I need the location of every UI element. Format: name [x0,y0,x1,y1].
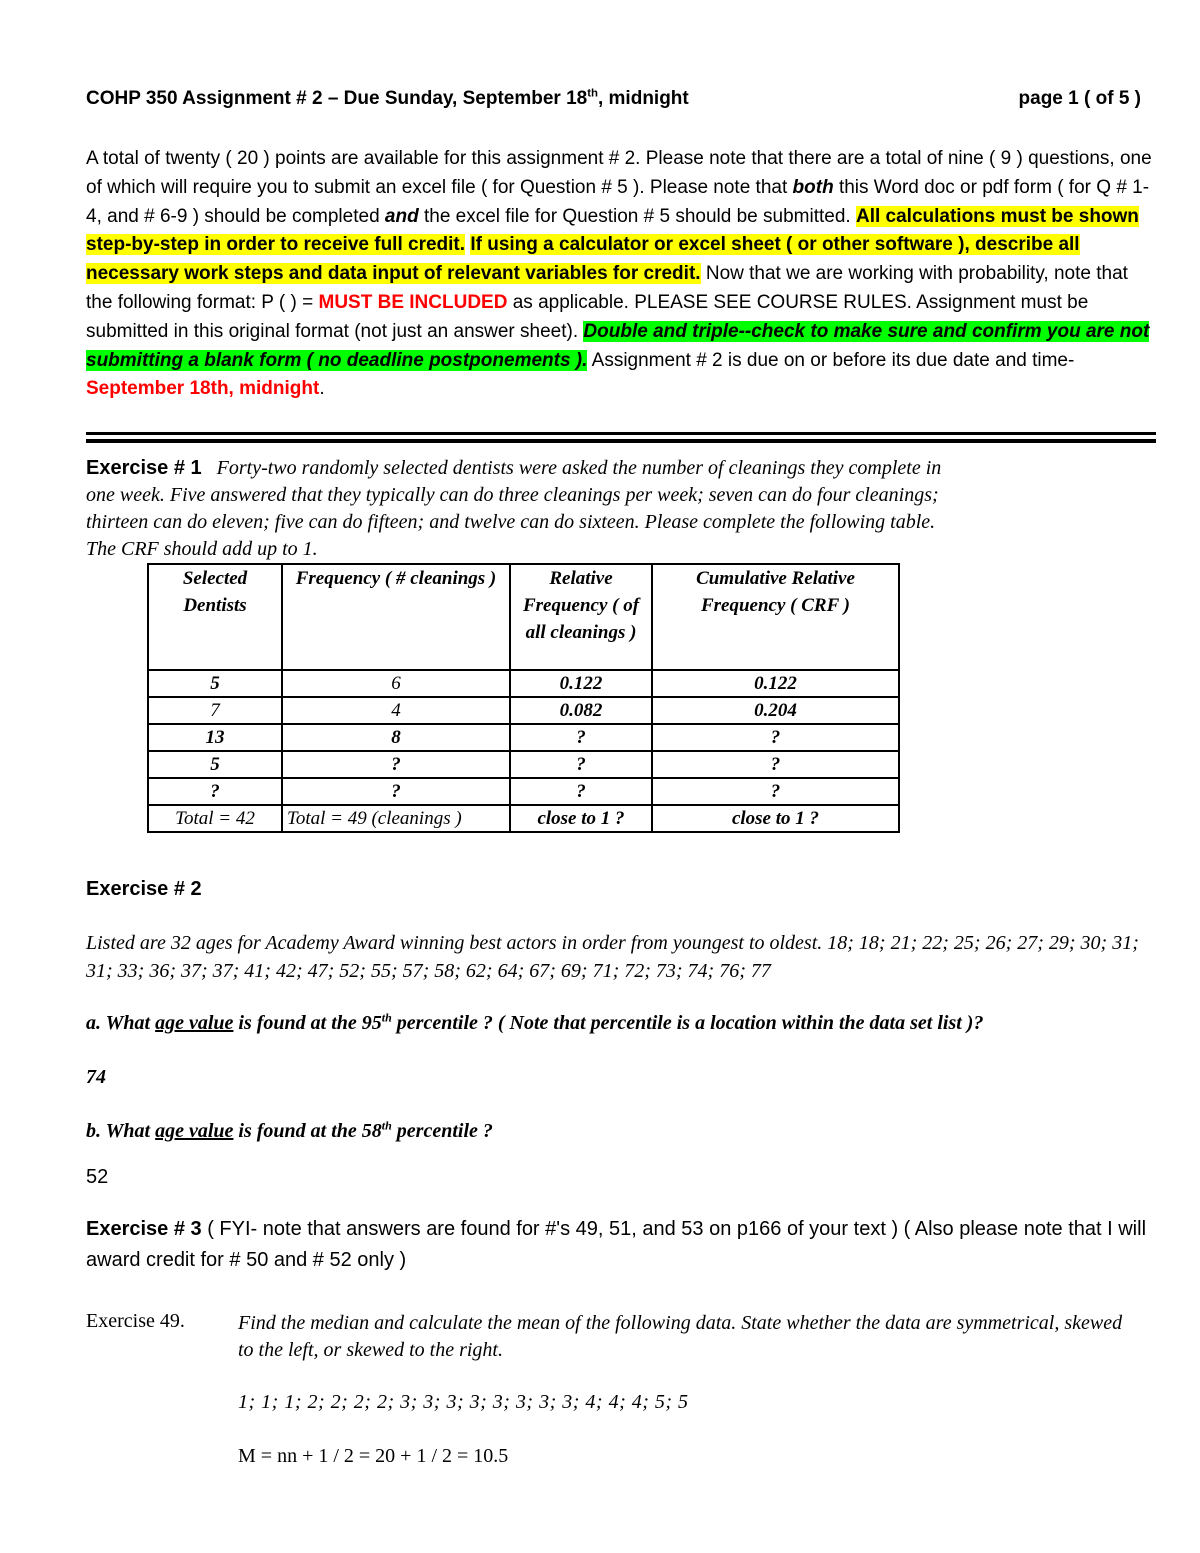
exercise-1 [86,455,956,563]
table-header: Cumulative Relative Frequency ( CRF ) [652,564,899,670]
table-row [148,670,899,697]
table-cell: 13 [148,724,282,751]
exercise-3 [86,1214,1166,1276]
assignment-title: COHP 350 Assignment # 2 – Due Sunday, September 18th, midnight [86,87,689,109]
exercise-2-heading: Exercise # 2 [86,878,202,900]
table-cell: ? [148,778,282,805]
table-header: Selected Dentists [148,564,282,670]
table-cell: ? [652,778,899,805]
question-2b: b. What age value is found at the 58th percentile ? [86,1118,493,1142]
table-cell: ? [652,751,899,778]
table-cell: 0.082 [510,697,652,724]
divider-thin [86,432,1156,435]
table-cell: ? [510,724,652,751]
highlight-calculator: If using a calculator or excel sheet ( or other software ), describe all necessary work steps and data input of relevant variables for credit. [86,234,1080,285]
table-row [148,751,899,778]
highlight-calculations: All calculations must be shown step-by-step in order to receive full credit. [86,205,1139,256]
table-row [148,697,899,724]
answer-2a: 74 [86,1066,106,1088]
exercise-2-text: Listed are 32 ages for Academy Award winning best actors in order from youngest to oldest. 18; 18; 21; 22; 25; 26; 27; 29; 30; 31; 31; 33; 36; 37; 37; 41; 42; 47; 52; 55; 57; 58; 62; 64; 67; 69; 71; 72; 73; 74; 76; 77 [86,932,1139,982]
page-number: page 1 ( of 5 ) [1018,88,1141,109]
table-header-row [148,564,899,670]
table-cell: 0.122 [652,670,899,697]
intro-paragraph: A total of twenty ( 20 ) points are available for this assignment # 2. Please note that there are a total of nine ( 9 ) questions, one of which will require you to submit an excel file ( for Question # 5 ). Please note that both this Word doc or pdf form ( for Q # 1-4, and # 6-9 ) should be completed and the excel file for Question # 5 should be submitted. All calculations must be shown step-by-step in order to receive full credit. If using a calculator or excel sheet ( or other software ), describe all necessary work steps and data input of relevant variables for credit. Now that we are working with probability, note that the following format: P ( ) = MUST BE INCLUDED as applicable. PLEASE SEE COURSE RULES. Assignment must be submitted in this original format (not just an answer sheet). Double and triple--check to make sure and confirm you are not submitting a blank form ( no deadline postponements ). Assignment # 2 is due on or before its due date and time- September 18th, midnight. [86,148,1152,400]
table-cell: ? [282,778,510,805]
table-cell: 8 [282,724,510,751]
table-cell: 0.122 [510,670,652,697]
table-row [148,778,899,805]
page-header [86,88,1141,110]
table-cell: Total = 42 [148,805,282,832]
table-cell: Total = 49 (cleanings ) [282,805,510,832]
due-date: September 18th, midnight [86,378,320,400]
must-be-included: MUST BE INCLUDED [318,291,508,313]
table-total-row [148,805,899,832]
table-cell: close to 1 ? [510,805,652,832]
table-cell: close to 1 ? [652,805,899,832]
table-cell: 6 [282,670,510,697]
table-cell: 5 [148,751,282,778]
exercise-49-text: Find the median and calculate the mean of the following data. State whether the data are symmetrical, skewed to the left, or skewed to the right. [238,1312,1123,1361]
table-cell: ? [510,751,652,778]
table-cell: 5 [148,670,282,697]
question-2a: a. What age value is found at the 95th percentile ? ( Note that percentile is a location within the data set list )? [86,1010,984,1034]
highlight-blank-form: Double and triple--check to make sure and confirm you are not submitting a blank form ( no deadline postponements ). [86,320,1150,371]
table-cell: 4 [282,697,510,724]
exercise-1-heading: Exercise # 1 [86,457,202,479]
table-cell: ? [282,751,510,778]
exercise-49-calculation: M = nn + 1 / 2 = 20 + 1 / 2 = 10.5 [238,1445,509,1467]
table-row [148,724,899,751]
exercise-3-heading: Exercise # 3 [86,1218,202,1240]
table-header: Frequency ( # cleanings ) [282,564,510,670]
frequency-table [147,563,900,833]
answer-2b: 52 [86,1166,109,1188]
table-cell: ? [652,724,899,751]
table-cell: 7 [148,697,282,724]
exercise-1-text: Forty-two randomly selected dentists were asked the number of cleanings they complete in one week. Five answered that they typically can do three cleanings per week; seven can do four cleanings; thirteen can do eleven; five can do fifteen; and twelve can do sixteen. Please complete the following table. The CRF should add up to 1. [86,457,942,560]
table-header: Relative Frequency ( of all cleanings ) [510,564,652,670]
exercise-49-data: 1; 1; 1; 2; 2; 2; 2; 3; 3; 3; 3; 3; 3; 3; 3; 4; 4; 4; 5; 5 [238,1391,689,1413]
exercise-3-text: ( FYI- note that answers are found for #'s 49, 51, and 53 on p166 of your text ) ( Also please note that I will award credit for # 50 and # 52 only ) [86,1218,1147,1271]
divider-thick [86,439,1156,443]
exercise-49-label: Exercise 49. [86,1310,185,1332]
table-cell: 0.204 [652,697,899,724]
table-cell: ? [510,778,652,805]
